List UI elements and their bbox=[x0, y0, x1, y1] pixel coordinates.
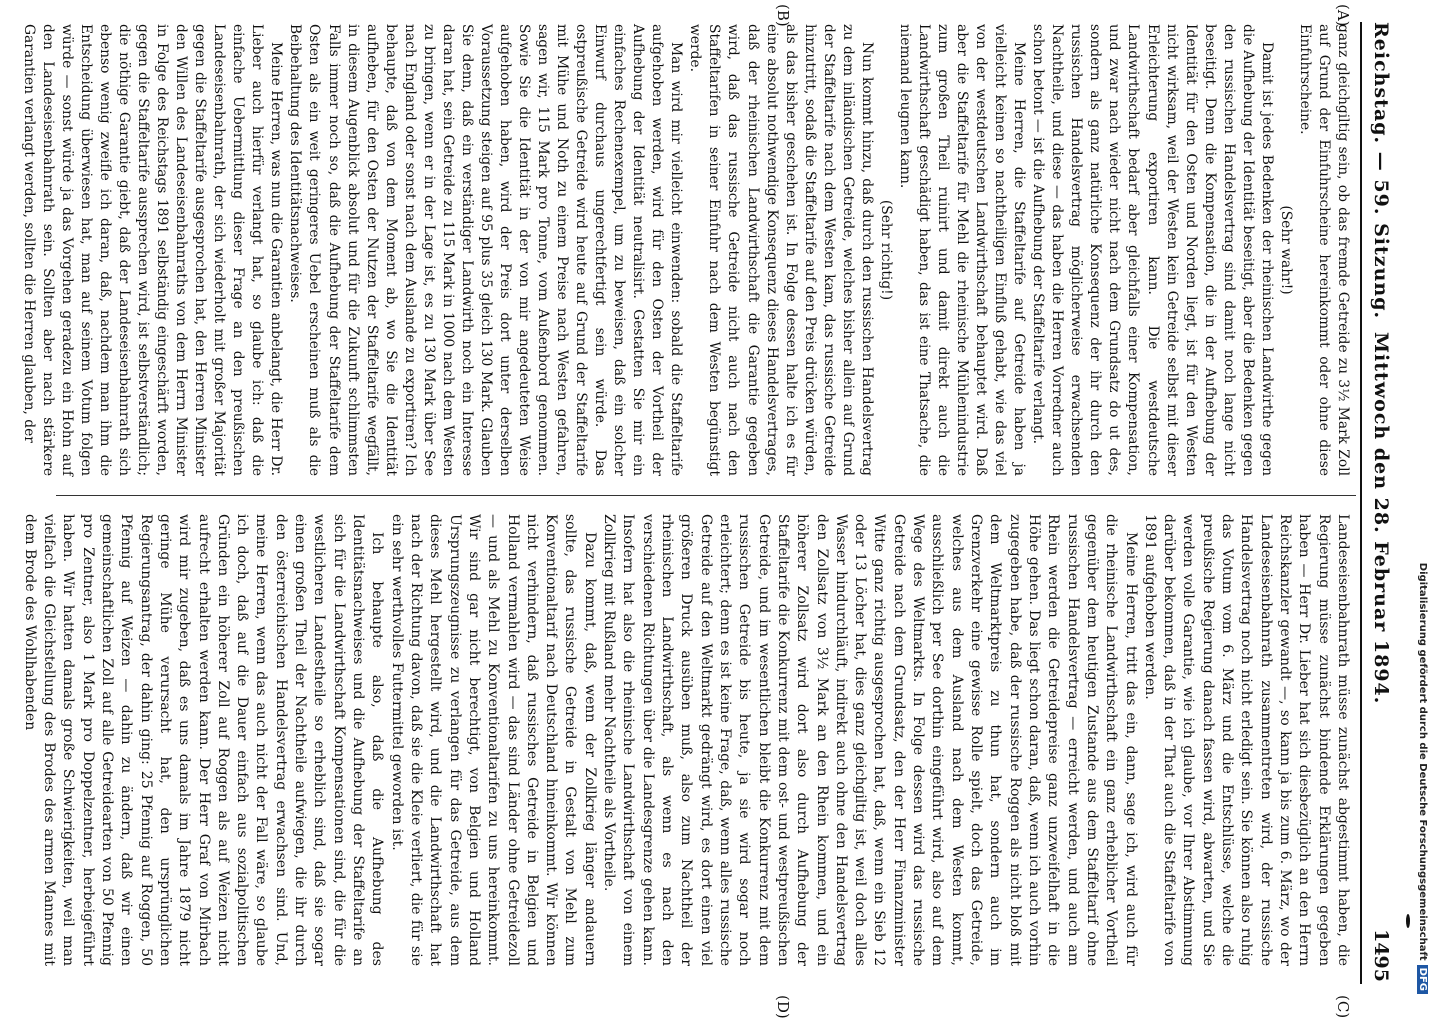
left-paragraph-4: Nun kommt hinzu, daß durch den russischen Handelsvertrag zu dem inländischen Getreide, welches bisher allein auf Grund der Staffeltarife nach dem Westen kam, das russische Getreide hinzutritt, sodaß die Staffeltarife auf den Preis drücken würden, als das bisher geschehen ist. In Folge dessen halte ich es für eine absolut nothwendige Konsequenz dieses Handelsvertrages, daß der rheinischen Landwirthschaft die Garantie gegeben wird, daß das russische Getreide nicht auch nach den Staffeltarifen in seiner Einfuhr nach dem Westen begünstigt werde. bbox=[687, 24, 875, 476]
left-paragraph-6: Meine Herren, was nun die Garantien anbelangt, die Herr Dr. Lieber auch hierfür verlangt hat, so glaube ich: daß die einfache Uebermittlung dieser Frage an den preußischen Landeseisenbahnrath, der sich wiederholt mit großer Majorität gegen die Staffeltarife ausgesprochen hat, den Herren Minister den Willen des Landeseisenbahnraths von dem Herrn Minister in Folge des Reichstags 1891 selbständig eingeschärft worden, gegen die Staffeltarife aussprechen wird, ist selbstverständlich; die nöthige Garantie giebt, daß der Landeseisenbahnrath sich ebenso wenig zweifle ich daran, daß, nachdem man ihm die Entscheidung überwiesen hat, man auf seinem Votum folgen würde — sonst würde ja das Vorgehen geradezu ein Hohn auf den Landeseisenbahnrath sein. Sollten aber nach stärkere Garantien verlangt werden, sollten die Herren glauben, der bbox=[20, 24, 285, 476]
left-paragraph-5: Man wird mir vielleicht einwenden: sobald die Staffeltarife aufgehoben werden, wird für den Osten der Vortheil der Aufhebung der Identität neutralisirt. Gestatten Sie mir ein einfaches Rechenexempel, um zu beweisen, daß ein solcher Einwurf durchaus ungerechtfertigt sein würde. Das ostpreußische Getreide wird heute auf Grund der Staffeltarife mit Mühe und Noth zu einem Preise nach Westen gefahren, sagen wir, 115 Mark pro Tonne, vom Außenbord genommen. Sowie Sie die Identität in der von mir angedeuteten Weise aufgehoben haben, wird der Preis dort unter derselben Voraussetzung steigen auf 95 plus 35 gleich 130 Mark. Glauben Sie denn, daß ein verständiger Landwirth noch ein Interesse daran hat, sein Getreide zu 115 Mark in 1000 nach dem Westen zu bringen, wenn er in der Lage ist, es zu 130 Mark über See nach England oder sonst nach dem Auslande zu exportiren? Ich behaupte, daß von dem Moment ab, wo Sie die Identität aufheben, für den Osten der Nutzen der Staffeltarife wegfällt, in diesem Augenblick absolut und für die Zukunft schlimmsten Falls immer noch so, daß die Aufhebung der Staffeltarife dem Osten als ein weit geringeres Uebel erscheinen muß als die Beibehaltung des Identitätsnachweises. bbox=[287, 24, 685, 476]
rotated-newspaper-page bbox=[0, 2, 1400, 1019]
left-paragraph-2: Damit ist jedes Bedenken der rheinischen Landwirthe gegen die Aufhebung der Identität beseitigt, aber die Bedenken gegen den russischen Handelsvertrag sind damit noch lange nicht beseitigt. Denn die Kompensation, die in der Aufhebung der Identität für den Osten und Norden liegt, ist für den Westen nicht wirksam, weil der Westen kein Getreide selbst mit dieser Erleichterung exportiren kann. Die westdeutsche Landwirthschaft bedarf aber gleichfalls einer Kompensation, und zwar nach wieder nicht nach dem Grundsatz do ut des, sondern als ganz natürliche Konsequenz der ihr durch den russischen Handelsvertrag möglicherweise erwachsenden Nachtheile, und diese — das haben die Herren Vorredner auch schon betont — ist die Aufhebung der Staffeltarife verlangt. bbox=[1030, 24, 1275, 476]
right-paragraph-3: Dazu kommt, daß, wenn der Zollkrieg länger andauern sollte, das russische Getreide in Gestalt von Mehl zum Konventionaltarif nach Deutschland hineinkommt. Wir können nicht verhindern, daß russisches Getreide in Belgien und Holland vermahlen wird — das sind Länder ohne Getreidezoll — und als Mehl zu Konventionaltarifen zu uns hereinkommt. Wir sind gar nicht berechtigt, von Belgien und Holland Ursprungszeugnisse zu verlangen für das Getreide, aus dem dieses Mehl hergestellt wird, und die Landwirthschaft hat nach der Richtung davon, daß sie die Kleie verliert, die für sie ein sehr werthvolles Futtermittel geworden ist. bbox=[388, 514, 598, 966]
header-date: Mittwoch den 28. Februar 1894. bbox=[1370, 332, 1392, 705]
right-paragraph-2: Meine Herren, tritt das ein, dann, sage ich, wird auch für die rheinische Landwirthschaft ein ganz erheblicher Vortheil gegenüber dem heutigen Zustande aus dem Staffeltarif ohne russischen Handelsvertrag — erreicht werden, und auch am Rhein werden die Getreidepreise ganz unzweifelhaft in die Höhe gehen. Das liegt schon daran, daß, wenn ich auch vorhin zugegeben habe, daß der russische Roggen als nicht bloß mit dem Weltmarktpreis zu thun hat, sondern auch im Grenzverkehr eine gewisse Rolle spielt, doch das Getreide, welches aus dem Ausland nach dem Westen kommt, ausschließlich per See dorthin eingeführt wird, also auf dem Wege des Weltmarkts. In Folge dessen wird das russische Getreide nach dem Grundsatz, den der Herr Finanzminister Witte ganz richtig ausgesprochen hat, daß, wenn ein Sieb 12 oder 13 Löcher hat, dies ganz gleichgiltig ist, weil doch alles Wasser hindurchläuft, indirekt auch ohne den Handelsvertrag den Zollsatz von 3½ Mark an den Rhein kommen, und ein höherer Zollsatz wird dort also durch Aufhebung der Staffeltarife die Konkurrenz mit dem ost- und westpreußischen Getreide, und im wesentlichen bleibt die Konkurrenz mit dem russischen Getreide bis heute, ja sie wird sogar noch erleichtert; denn es ist keine Frage, daß, wenn alles russische Getreide auf den Weltmarkt gedrängt wird, es dort einen viel größeren Druck ausüben muß, also zum Nachtheil der rheinischen Landwirthschaft, als wenn es nach den verschiedenen Richtungen über die Landesgrenze gehen kann. Insofern hat also die rheinische Landwirthschaft von einem Zollkrieg mit Rußland mehr Nachtheile als Vortheile. bbox=[601, 514, 1139, 966]
margin-marker-c: (C) bbox=[1334, 995, 1352, 1019]
right-column bbox=[19, 514, 1352, 966]
left-paragraph-1: ganz gleichgiltig sein, ob das fremde Getreide zu 3½ Mark Zoll auf Grund der Einfuhrscheine hereinkommt oder ohne diese Einfuhrscheine. bbox=[1296, 24, 1351, 476]
margin-marker-d: (D) bbox=[774, 995, 792, 1019]
page-header bbox=[1360, 2, 1400, 992]
header-session: Reichstag. — 59. Sitzung. bbox=[1370, 22, 1392, 320]
left-aside-2: (Sehr richtig!) bbox=[877, 199, 894, 301]
right-paragraph-1: Landeseisenbahnrath müsse zunächst abgestimmt haben, die Regierung müsse zunächst bindende Erklärungen gegeben haben — Herr Dr. Lieber hat sich diesbezüglich an den Herrn Reichskanzler gewandt —, so kann ja bis zum 6. März, wo der Landeseisenbahnrath zusammentreten wird, der russische Handelsvertrag noch nicht erledigt sein. Sie können also ruhig das Votum vom 6. März und die Entschlüsse, welche die preußische Regierung danach fassen wird, abwarten, und Sie werden volle Garantie, wie ich glaube, vor Ihrer Abstimmung darüber bekommen, daß in der That auch die Staffeltarife von 1891 aufgehoben werden. bbox=[1141, 514, 1351, 966]
dfg-logo: DFG bbox=[1417, 965, 1428, 994]
header-rule bbox=[1360, 22, 1362, 984]
left-paragraph-3: Meine Herren, die Staffeltarife auf Getreide haben ja vielleicht keinen so nachtheiligen Einfluß gehabt, wie das viel von der westdeutschen Landwirthschaft behauptet wird. Daß aber die Staffeltarife für Mehl die rheinische Mühlenindustrie zum großen Theil ruinirt und damit direkt auch die Landwirthschaft geschädigt haben, das ist eine Thatsache, die niemand leugnen kann. bbox=[896, 24, 1028, 476]
page-number: 1495 bbox=[1370, 929, 1392, 982]
margin-marker-b: (B) bbox=[774, 4, 792, 27]
margin-marker-a: (A) bbox=[1334, 4, 1352, 27]
credit-text: Digitalisierung gefördert durch die Deutsche Forschungsgemeinschaft bbox=[1417, 562, 1428, 961]
column-divider bbox=[56, 495, 1356, 496]
left-aside-1: (Sehr wahr!) bbox=[1277, 205, 1294, 295]
digitization-credit bbox=[1412, 34, 1432, 994]
left-column bbox=[19, 24, 1352, 476]
right-paragraph-4: Ich behaupte also, daß die Aufhebung des Identitätsnachweises und die Aufhebung der Staffeltarife an sich für die Landwirthschaft Kompensationen sind, die für die westlicheren Landestheile so erheblich sind, daß sie sogar einen großen Theil der Nachtheile aufwiegen, die ihr durch den österreichischen Handelsvertrag erwachsen sind. Und, meine Herren, wenn das auch nicht der Fall wäre, so glaube ich doch, daß auf die Dauer einfach aus sozialpolitischen Gründen ein höherer Zoll auf Roggen als auf Weizen nicht aufrecht erhalten werden kann. Der Herr Graf von Mirbach wird mir zugeben, daß es uns damals im Jahre 1879 nicht geringe Mühe verursacht hat, den ursprünglichen Regierungsantrag, der dahin ging: 25 Pfennig auf Roggen, 50 Pfennig auf Weizen — dahin zu ändern, daß wir einen gemeinschaftlichen Zoll auf alle Getreidearten von 50 Pfennig pro Zentner, also 1 Mark pro Doppelzentner, herbeigeführt haben. Wir hatten damals große Schwierigkeiten, weil man vielfach die Gleichstellung des Brodes des armen Mannes mit dem Brode des Wohlhabenden bbox=[21, 514, 386, 966]
